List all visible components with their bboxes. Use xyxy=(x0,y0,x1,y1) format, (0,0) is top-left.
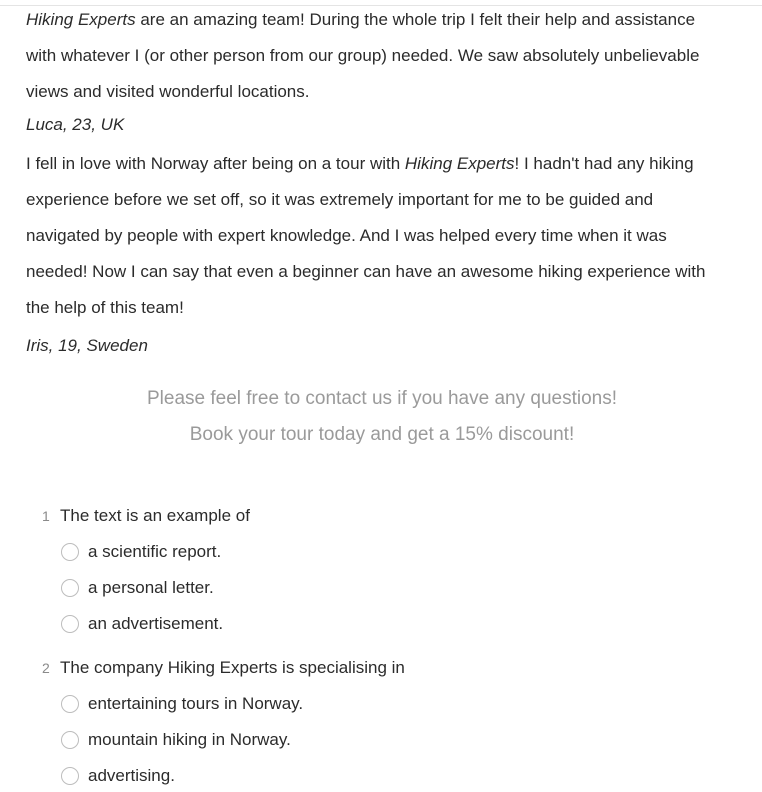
review-body: ! I hadn't had any hiking experience before we set off, so it was extremely important for me to be guided and navigated by people with expert knowledge. And I was helped every time when it was needed! Now I can say that even a beginner can have an awesome hiking experience with the help of this team! xyxy=(26,154,706,317)
answer-option[interactable] xyxy=(61,534,736,570)
answer-option[interactable] xyxy=(61,606,736,642)
brand-name: Hiking Experts xyxy=(26,10,136,29)
review-body: are an amazing team! During the whole trip I felt their help and assistance with whatever I (or other person from our group) needed. We saw absolutely unbelievable views and visited wonderful locations. xyxy=(26,10,700,101)
question-header xyxy=(36,498,736,534)
option-label: mountain hiking in Norway. xyxy=(88,730,291,749)
option-label: an advertisement. xyxy=(88,614,224,633)
answer-option[interactable] xyxy=(61,686,736,722)
review-intro: I fell in love with Norway after being on a tour with xyxy=(26,154,405,173)
option-label: advertising. xyxy=(88,766,175,785)
radio-button[interactable] xyxy=(61,615,79,633)
question-text: The text is an example of xyxy=(60,506,250,525)
review-text-2 xyxy=(26,146,726,326)
question-1 xyxy=(36,498,736,642)
text-content xyxy=(26,2,726,453)
call-to-action xyxy=(26,381,726,453)
radio-button[interactable] xyxy=(61,731,79,749)
cta-line-1: Please feel free to contact us if you have any questions! xyxy=(146,388,617,409)
answer-option[interactable] xyxy=(61,570,736,606)
option-label: a personal letter. xyxy=(88,578,214,597)
question-text: The company Hiking Experts is specialising in xyxy=(60,658,405,677)
radio-button[interactable] xyxy=(61,695,79,713)
radio-button[interactable] xyxy=(61,767,79,785)
question-number: 1 xyxy=(42,508,50,524)
review-author-2: Iris, 19, Sweden xyxy=(26,336,148,355)
cta-line-2: Book your tour today and get a 15% discount! xyxy=(189,424,575,445)
answer-option[interactable] xyxy=(61,758,736,792)
question-header xyxy=(36,650,736,686)
question-number: 2 xyxy=(42,660,50,676)
question-2 xyxy=(36,650,736,792)
review-text-1 xyxy=(26,2,726,110)
option-label: a scientific report. xyxy=(88,542,222,561)
answer-option[interactable] xyxy=(61,722,736,758)
radio-button[interactable] xyxy=(61,579,79,597)
radio-button[interactable] xyxy=(61,543,79,561)
quiz-questions xyxy=(36,498,736,792)
review-author-1: Luca, 23, UK xyxy=(26,115,125,134)
option-label: entertaining tours in Norway. xyxy=(88,694,304,713)
brand-name: Hiking Experts xyxy=(404,154,515,173)
